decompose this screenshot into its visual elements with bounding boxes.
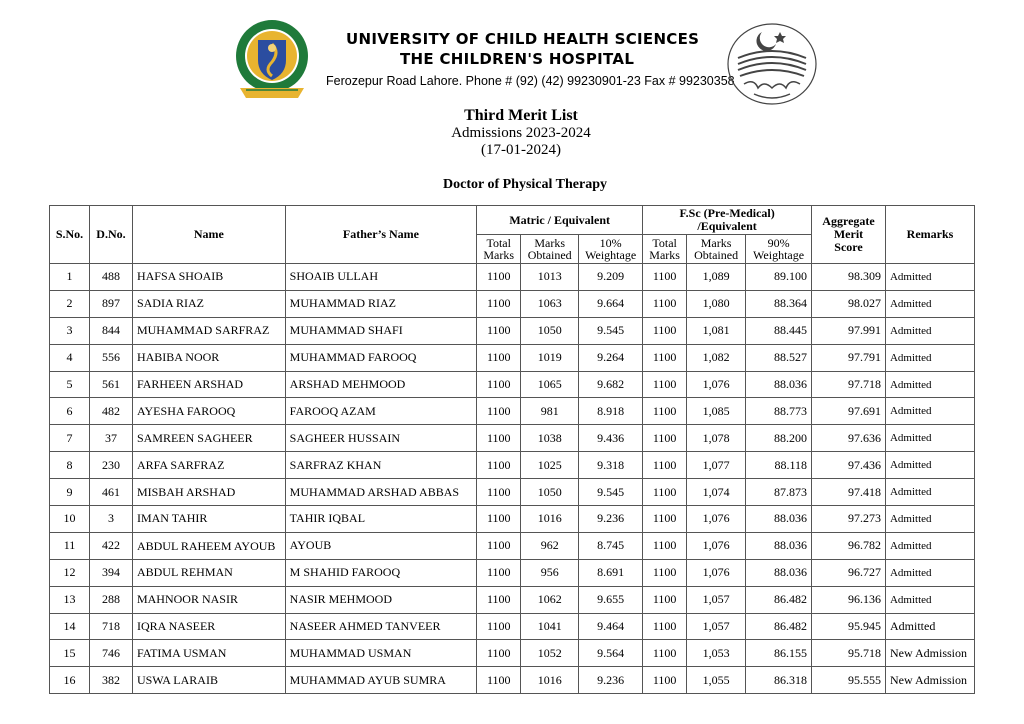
cell-f-total: 1100 (643, 506, 687, 533)
cell-agg: 96.782 (812, 532, 886, 559)
cell-m-total: 1100 (477, 264, 521, 291)
header-fsc-obtained: Marks Obtained (687, 235, 746, 264)
cell-m-w: 8.745 (579, 532, 643, 559)
cell-remarks: New Admission (885, 640, 974, 667)
cell-f-obt: 1,053 (687, 640, 746, 667)
cell-father: MUHAMMAD AYUB SUMRA (285, 667, 477, 694)
cell-sno: 6 (50, 398, 90, 425)
cell-agg: 97.791 (812, 344, 886, 371)
cell-sno: 4 (50, 344, 90, 371)
cell-f-w: 88.364 (746, 290, 812, 317)
cell-remarks: Admitted (885, 290, 974, 317)
table-row (50, 667, 975, 694)
table-row (50, 532, 975, 559)
cell-name: AYESHA FAROOQ (132, 398, 285, 425)
hospital-name: THE CHILDREN'S HOSPITAL (400, 50, 635, 68)
cell-name: ABDUL RAHEEM AYOUB (132, 532, 285, 559)
cell-remarks: Admitted (885, 425, 974, 452)
header-matric: Matric / Equivalent (477, 206, 643, 235)
cell-agg: 95.718 (812, 640, 886, 667)
university-seal-icon (232, 18, 312, 106)
cell-father: FAROOQ AZAM (285, 398, 477, 425)
cell-sno: 7 (50, 425, 90, 452)
cell-m-total: 1100 (477, 425, 521, 452)
cell-m-obt: 1025 (521, 452, 579, 479)
cell-father: MUHAMMAD SHAFI (285, 317, 477, 344)
cell-remarks: Admitted (885, 532, 974, 559)
cell-sno: 3 (50, 317, 90, 344)
cell-remarks: Admitted (885, 559, 974, 586)
table-row (50, 344, 975, 371)
table-row (50, 506, 975, 533)
cell-agg: 95.945 (812, 613, 886, 640)
cell-dno: 556 (89, 344, 132, 371)
cell-m-w: 8.691 (579, 559, 643, 586)
cell-father: MUHAMMAD FAROOQ (285, 344, 477, 371)
header-fsc: F.Sc (Pre-Medical) /Equivalent (643, 206, 812, 235)
cell-dno: 422 (89, 532, 132, 559)
cell-m-w: 9.655 (579, 586, 643, 613)
cell-m-total: 1100 (477, 452, 521, 479)
list-title: Third Merit List (464, 107, 578, 124)
cell-remarks: Admitted (885, 479, 974, 506)
merit-table (49, 205, 975, 694)
cell-father: AYOUB (285, 532, 477, 559)
cell-remarks: Admitted (885, 371, 974, 398)
cell-father: SARFRAZ KHAN (285, 452, 477, 479)
cell-father: MUHAMMAD ARSHAD ABBAS (285, 479, 477, 506)
cell-f-w: 88.036 (746, 506, 812, 533)
letterhead (0, 0, 1024, 110)
cell-remarks: Admitted (885, 506, 974, 533)
cell-f-obt: 1,078 (687, 425, 746, 452)
cell-f-total: 1100 (643, 613, 687, 640)
cell-m-total: 1100 (477, 532, 521, 559)
cell-agg: 97.436 (812, 452, 886, 479)
cell-remarks: Admitted (885, 317, 974, 344)
cell-f-total: 1100 (643, 290, 687, 317)
cell-m-obt: 1050 (521, 479, 579, 506)
cell-m-w: 9.209 (579, 264, 643, 291)
merit-table-body (50, 264, 975, 694)
cell-dno: 37 (89, 425, 132, 452)
cell-m-obt: 1065 (521, 371, 579, 398)
table-row (50, 640, 975, 667)
cell-f-w: 88.200 (746, 425, 812, 452)
cell-f-obt: 1,080 (687, 290, 746, 317)
cell-sno: 11 (50, 532, 90, 559)
cell-sno: 16 (50, 667, 90, 694)
cell-m-w: 9.682 (579, 371, 643, 398)
cell-f-total: 1100 (643, 640, 687, 667)
cell-name: MAHNOOR NASIR (132, 586, 285, 613)
cell-m-w: 9.236 (579, 506, 643, 533)
cell-f-obt: 1,055 (687, 667, 746, 694)
cell-f-total: 1100 (643, 532, 687, 559)
header-name: Name (132, 206, 285, 264)
cell-f-w: 89.100 (746, 264, 812, 291)
cell-name: MISBAH ARSHAD (132, 479, 285, 506)
cell-agg: 96.136 (812, 586, 886, 613)
cell-m-total: 1100 (477, 667, 521, 694)
university-name: UNIVERSITY OF CHILD HEALTH SCIENCES (346, 30, 700, 48)
cell-f-obt: 1,076 (687, 506, 746, 533)
header-aggregate: Aggregate Merit Score (812, 206, 886, 264)
table-row (50, 479, 975, 506)
cell-m-w: 9.664 (579, 290, 643, 317)
header-fsc-total: Total Marks (643, 235, 687, 264)
cell-f-obt: 1,082 (687, 344, 746, 371)
table-row (50, 452, 975, 479)
cell-name: USWA LARAIB (132, 667, 285, 694)
cell-dno: 382 (89, 667, 132, 694)
header-father-name: Father’s Name (285, 206, 477, 264)
table-row (50, 371, 975, 398)
cell-agg: 97.636 (812, 425, 886, 452)
table-row (50, 586, 975, 613)
cell-dno: 897 (89, 290, 132, 317)
cell-name: SAMREEN SAGHEER (132, 425, 285, 452)
cell-name: FARHEEN ARSHAD (132, 371, 285, 398)
header-fsc-weightage: 90% Weightage (746, 235, 812, 264)
cell-father: MUHAMMAD USMAN (285, 640, 477, 667)
cell-m-obt: 981 (521, 398, 579, 425)
cell-f-obt: 1,076 (687, 371, 746, 398)
cell-f-total: 1100 (643, 317, 687, 344)
cell-f-w: 88.527 (746, 344, 812, 371)
cell-f-total: 1100 (643, 586, 687, 613)
cell-agg: 97.273 (812, 506, 886, 533)
cell-m-w: 9.464 (579, 613, 643, 640)
cell-m-total: 1100 (477, 586, 521, 613)
cell-name: ABDUL REHMAN (132, 559, 285, 586)
cell-remarks: Admitted (885, 344, 974, 371)
cell-f-obt: 1,057 (687, 586, 746, 613)
cell-sno: 8 (50, 452, 90, 479)
cell-dno: 844 (89, 317, 132, 344)
cell-m-obt: 1050 (521, 317, 579, 344)
cell-sno: 5 (50, 371, 90, 398)
cell-f-obt: 1,076 (687, 559, 746, 586)
cell-name: ARFA SARFRAZ (132, 452, 285, 479)
cell-father: SHOAIB ULLAH (285, 264, 477, 291)
cell-f-total: 1100 (643, 264, 687, 291)
cell-remarks: Admitted (885, 264, 974, 291)
cell-m-w: 9.564 (579, 640, 643, 667)
cell-m-w: 9.545 (579, 317, 643, 344)
program-title: Doctor of Physical Therapy (443, 177, 607, 192)
list-date: (17-01-2024) (481, 142, 561, 158)
cell-name: SADIA RIAZ (132, 290, 285, 317)
cell-f-w: 87.873 (746, 479, 812, 506)
cell-remarks: New Admission (885, 667, 974, 694)
cell-dno: 394 (89, 559, 132, 586)
cell-m-w: 9.545 (579, 479, 643, 506)
cell-m-obt: 1063 (521, 290, 579, 317)
cell-m-obt: 1062 (521, 586, 579, 613)
cell-remarks: Admitted (885, 398, 974, 425)
cell-f-obt: 1,085 (687, 398, 746, 425)
cell-f-total: 1100 (643, 667, 687, 694)
cell-m-total: 1100 (477, 317, 521, 344)
cell-agg: 98.309 (812, 264, 886, 291)
punjab-government-emblem-icon (724, 18, 820, 106)
cell-dno: 230 (89, 452, 132, 479)
cell-f-obt: 1,089 (687, 264, 746, 291)
cell-m-total: 1100 (477, 506, 521, 533)
cell-sno: 9 (50, 479, 90, 506)
cell-m-obt: 1016 (521, 667, 579, 694)
cell-father: M SHAHID FAROOQ (285, 559, 477, 586)
cell-f-w: 88.036 (746, 532, 812, 559)
cell-sno: 10 (50, 506, 90, 533)
cell-f-w: 86.482 (746, 586, 812, 613)
cell-m-total: 1100 (477, 290, 521, 317)
cell-father: ARSHAD MEHMOOD (285, 371, 477, 398)
cell-dno: 482 (89, 398, 132, 425)
cell-m-obt: 1019 (521, 344, 579, 371)
cell-name: IMAN TAHIR (132, 506, 285, 533)
cell-m-w: 9.436 (579, 425, 643, 452)
table-row (50, 559, 975, 586)
cell-agg: 97.718 (812, 371, 886, 398)
cell-remarks: Admitted (885, 452, 974, 479)
table-row (50, 398, 975, 425)
cell-remarks: Admitted (885, 586, 974, 613)
cell-agg: 96.727 (812, 559, 886, 586)
cell-f-w: 86.482 (746, 613, 812, 640)
table-row (50, 264, 975, 291)
cell-agg: 97.418 (812, 479, 886, 506)
cell-m-obt: 1041 (521, 613, 579, 640)
cell-sno: 1 (50, 264, 90, 291)
cell-f-w: 88.118 (746, 452, 812, 479)
cell-name: HAFSA SHOAIB (132, 264, 285, 291)
table-row (50, 613, 975, 640)
cell-f-obt: 1,057 (687, 613, 746, 640)
cell-agg: 97.991 (812, 317, 886, 344)
cell-f-w: 88.773 (746, 398, 812, 425)
cell-father: NASIR MEHMOOD (285, 586, 477, 613)
cell-f-obt: 1,081 (687, 317, 746, 344)
cell-sno: 15 (50, 640, 90, 667)
cell-m-w: 9.318 (579, 452, 643, 479)
header-matric-total: Total Marks (477, 235, 521, 264)
cell-father: MUHAMMAD RIAZ (285, 290, 477, 317)
cell-f-total: 1100 (643, 344, 687, 371)
cell-m-obt: 962 (521, 532, 579, 559)
cell-name: HABIBA NOOR (132, 344, 285, 371)
cell-dno: 746 (89, 640, 132, 667)
cell-f-total: 1100 (643, 452, 687, 479)
cell-m-obt: 1016 (521, 506, 579, 533)
cell-m-w: 8.918 (579, 398, 643, 425)
cell-f-obt: 1,076 (687, 532, 746, 559)
table-row (50, 290, 975, 317)
cell-f-w: 88.036 (746, 371, 812, 398)
cell-dno: 3 (89, 506, 132, 533)
cell-dno: 288 (89, 586, 132, 613)
header-matric-obtained: Marks Obtained (521, 235, 579, 264)
cell-f-w: 88.445 (746, 317, 812, 344)
cell-remarks: Admitted (885, 613, 974, 640)
cell-m-w: 9.236 (579, 667, 643, 694)
table-row (50, 425, 975, 452)
cell-m-total: 1100 (477, 559, 521, 586)
cell-f-w: 86.318 (746, 667, 812, 694)
cell-sno: 2 (50, 290, 90, 317)
merit-list-titles (0, 106, 1024, 159)
cell-father: TAHIR IQBAL (285, 506, 477, 533)
cell-f-total: 1100 (643, 479, 687, 506)
cell-f-obt: 1,074 (687, 479, 746, 506)
cell-m-total: 1100 (477, 398, 521, 425)
header-sno: S.No. (50, 206, 90, 264)
cell-dno: 718 (89, 613, 132, 640)
cell-name: IQRA NASEER (132, 613, 285, 640)
header-remarks: Remarks (885, 206, 974, 264)
cell-name: MUHAMMAD SARFRAZ (132, 317, 285, 344)
cell-m-total: 1100 (477, 640, 521, 667)
cell-sno: 12 (50, 559, 90, 586)
cell-m-obt: 1052 (521, 640, 579, 667)
cell-m-total: 1100 (477, 371, 521, 398)
cell-f-obt: 1,077 (687, 452, 746, 479)
cell-m-total: 1100 (477, 479, 521, 506)
cell-dno: 561 (89, 371, 132, 398)
cell-f-total: 1100 (643, 559, 687, 586)
cell-father: SAGHEER HUSSAIN (285, 425, 477, 452)
cell-sno: 14 (50, 613, 90, 640)
cell-dno: 488 (89, 264, 132, 291)
cell-f-total: 1100 (643, 398, 687, 425)
cell-agg: 98.027 (812, 290, 886, 317)
cell-agg: 97.691 (812, 398, 886, 425)
cell-m-obt: 956 (521, 559, 579, 586)
cell-m-obt: 1013 (521, 264, 579, 291)
cell-father: NASEER AHMED TANVEER (285, 613, 477, 640)
cell-f-total: 1100 (643, 371, 687, 398)
cell-m-w: 9.264 (579, 344, 643, 371)
header-dno: D.No. (89, 206, 132, 264)
table-row (50, 317, 975, 344)
cell-m-total: 1100 (477, 613, 521, 640)
cell-f-w: 86.155 (746, 640, 812, 667)
header-matric-weightage: 10% Weightage (579, 235, 643, 264)
cell-agg: 95.555 (812, 667, 886, 694)
cell-f-w: 88.036 (746, 559, 812, 586)
cell-dno: 461 (89, 479, 132, 506)
cell-m-total: 1100 (477, 344, 521, 371)
cell-name: FATIMA USMAN (132, 640, 285, 667)
cell-f-total: 1100 (643, 425, 687, 452)
session-title: Admissions 2023-2024 (451, 125, 591, 141)
cell-sno: 13 (50, 586, 90, 613)
contact-line: Ferozepur Road Lahore. Phone # (92) (42) 99230901-23 Fax # 99230358 (326, 74, 735, 88)
cell-m-obt: 1038 (521, 425, 579, 452)
